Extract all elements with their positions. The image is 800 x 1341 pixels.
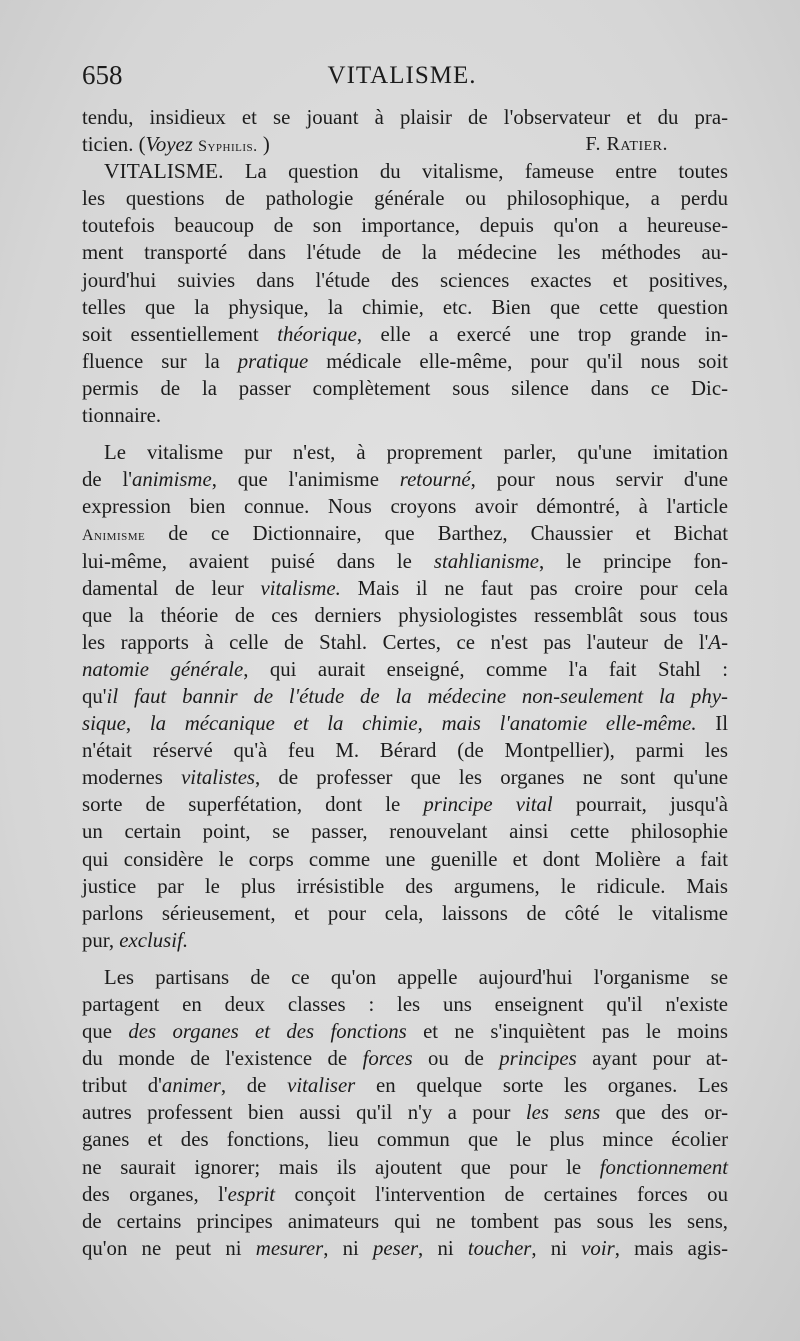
text-line: un certain point, se passer, renouvelant ainsi cette philosophie — [82, 820, 728, 844]
body-text — [82, 104, 728, 1262]
text-line: tionnaire. — [82, 404, 162, 428]
text-line: que des organes et des fonctions et ne s'inquiètent pas le moins — [82, 1020, 729, 1044]
text-line: Les partisans de ce qu'on appelle aujourd'hui l'organisme se — [104, 965, 728, 989]
running-title: VITALISME. — [327, 62, 477, 89]
text-line: de l'animisme, que l'animisme retourné, pour nous servir d'une — [82, 468, 728, 492]
text-line: modernes vitalistes, de professer que les organes ne sont qu'une — [82, 766, 728, 790]
text-line: telles que la physique, la chimie, etc. Bien que cette question — [82, 295, 728, 319]
text-line: justice par le plus irrésistible des argumens, le ridicule. Mais — [82, 874, 728, 898]
text-line: de certains principes animateurs qui ne tombent pas sous les sens, — [82, 1209, 728, 1233]
text-line: sique, la mécanique et la chimie, mais l'anatomie elle-même. Il — [82, 712, 729, 736]
text-line: damental de leur vitalisme. Mais il ne faut pas croire pour cela — [82, 576, 728, 600]
text-line: toutefois beaucoup de son importance, depuis qu'on a heureuse- — [82, 214, 728, 238]
cross-reference: ticien. (Voyez Syphilis. ) — [82, 133, 270, 157]
text-line: les rapports à celle de Stahl. Certes, ce n'est pas l'auteur de l'A- — [82, 630, 728, 654]
text-line: des organes, l'esprit conçoit l'intervention de certaines forces ou — [82, 1182, 728, 1206]
text-line: permis de la passer complètement sous silence dans ce Dic- — [82, 376, 728, 400]
text-line: soit essentiellement théorique, elle a exercé une trop grande in- — [82, 322, 729, 346]
text-line: les questions de pathologie générale ou philosophique, a perdu — [82, 187, 728, 211]
text-line: pur, exclusif. — [82, 928, 189, 952]
text-line: sorte de superfétation, dont le principe vital pourrait, jusqu'à — [82, 793, 728, 817]
text-line: natomie générale, qui aurait enseigné, comme l'a fait Stahl : — [82, 657, 728, 681]
text-line: ment transporté dans l'étude de la médecine les méthodes au- — [82, 241, 728, 265]
page-header — [82, 60, 722, 94]
text-line: parlons sérieusement, et pour cela, laissons de côté le vitalisme — [82, 901, 728, 925]
text-line: qu'on ne peut ni mesurer, ni peser, ni toucher, ni voir, mais agis- — [82, 1236, 729, 1260]
text-line: Le vitalisme pur n'est, à proprement parler, qu'une imitation — [104, 441, 728, 465]
text-line: qui considère le corps comme une guenille et dont Molière a fait — [82, 847, 728, 871]
signature-line — [82, 131, 728, 158]
text-line: ganes et des fonctions, lieu commun que le plus mince écolier — [82, 1128, 728, 1152]
text-line: Animisme de ce Dictionnaire, que Barthez, Chaussier et Bichat — [82, 522, 728, 546]
text-line: du monde de l'existence de forces ou de principes ayant pour at- — [82, 1047, 728, 1071]
text-line: VITALISME. La question du vitalisme, fameuse entre toutes — [104, 159, 729, 184]
text-line: tendu, insidieux et se jouant à plaisir de l'observateur et du pra- — [82, 106, 728, 129]
text-line: lui-même, avaient puisé dans le stahlianisme, le principe fon- — [82, 549, 728, 573]
page-number: 658 — [82, 60, 123, 90]
text-line: qu'il faut bannir de l'étude de la médecine non-seulement la phy- — [82, 684, 728, 708]
text-line: jourd'hui suivies dans l'étude des sciences exactes et positives, — [82, 268, 728, 292]
author-signature: F. Ratier. — [585, 133, 668, 156]
text-line: que la théorie de ces derniers physiologistes ressemblât sous tous — [82, 603, 728, 627]
article-headword: VITALISME. — [104, 159, 224, 184]
text-line: partagent en deux classes : les uns enseignent qu'il n'existe — [82, 993, 728, 1016]
text-line: ne saurait ignorer; mais ils ajoutent que pour le fonctionnement — [82, 1155, 728, 1179]
text-line: autres professent bien aussi qu'il n'y a pour les sens que des or- — [82, 1101, 729, 1125]
text-line: expression bien connue. Nous croyons avoir démontré, à l'article — [82, 495, 728, 519]
text-line: fluence sur la pratique médicale elle-même, pour qu'il nous soit — [82, 349, 728, 373]
text-line: tribut d'animer, de vitaliser en quelque sorte les organes. Les — [82, 1074, 729, 1098]
text-line: n'était réservé qu'à feu M. Bérard (de Montpellier), parmi les — [82, 739, 728, 763]
